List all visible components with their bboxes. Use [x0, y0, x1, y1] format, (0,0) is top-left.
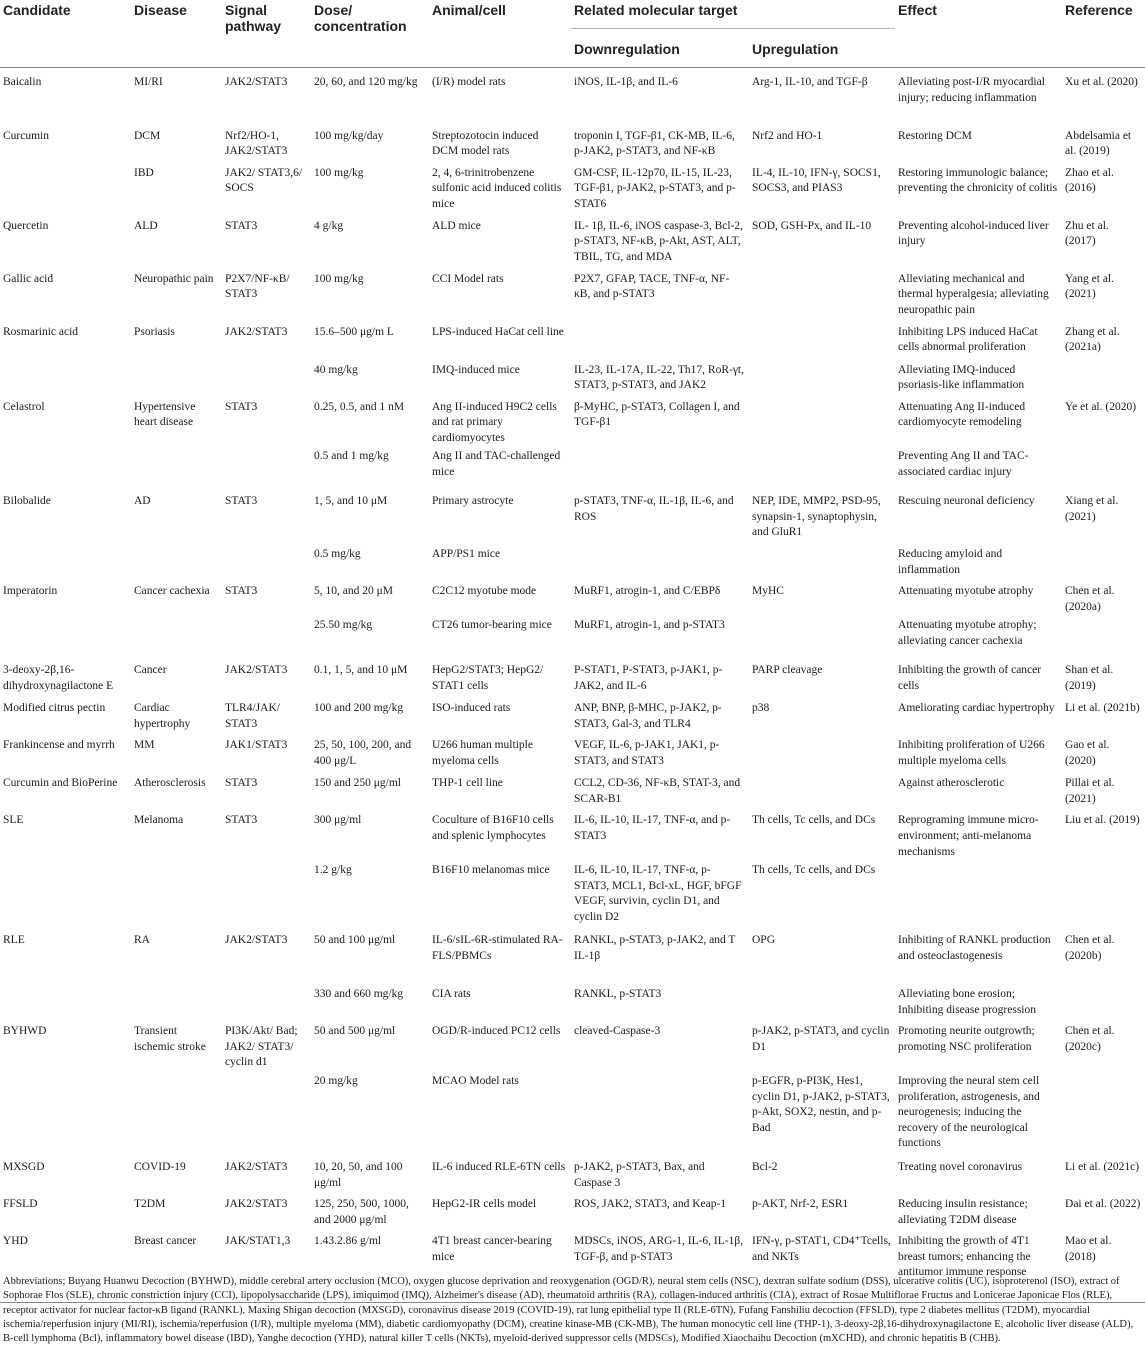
dose-cell: 100 and 200 mg/kg — [314, 702, 404, 715]
candidate-cell: YHD — [3, 1235, 28, 1248]
reference-cell: Yang et al. (2021) — [1065, 272, 1114, 301]
pathway-cell: STAT3 — [225, 495, 258, 508]
table-row — [0, 616, 1145, 661]
downregulation-cell — [571, 323, 749, 361]
candidate-cell: Curcumin and BioPerine — [3, 777, 118, 790]
upregulation-cell: p-JAK2, p-STAT3, and cyclin D1 — [752, 1025, 890, 1053]
dose-cell: 125, 250, 500, 1000, and 2000 μg/ml — [314, 1198, 409, 1226]
upregulation-cell — [749, 616, 895, 661]
downregulation-cell: β-MyHC, p-STAT3, Collagen I, and TGF-β1 — [574, 400, 740, 429]
dose-cell: 25, 50, 100, 200, and 400 μg/L — [314, 739, 412, 768]
disease-cell: Cancer cachexia — [134, 585, 210, 598]
upregulation-cell — [749, 774, 895, 811]
effect-cell: Attenuating myotube atrophy; alleviating cancer cachexia — [898, 619, 1037, 648]
disease-cell: Hypertensive heart disease — [134, 400, 196, 429]
pathway-cell — [222, 1072, 311, 1158]
dose-cell: 100 mg/kg — [314, 272, 364, 285]
candidate-cell — [0, 447, 131, 492]
table-row — [0, 361, 1145, 398]
candidate-cell — [0, 861, 131, 931]
effect-cell: Alleviating mechanical and thermal hyperalgesia; alleviating neuropathic pain — [898, 272, 1049, 316]
upregulation-cell: PARP cleavage — [752, 664, 823, 677]
effect-cell: Alleviating bone erosion; Inhibiting disease progression — [898, 988, 1036, 1016]
downregulation-cell: GM-CSF, IL-12p70, IL-15, IL-23, TGF-β1, p-JAK2, p-STAT3, and p-STAT6 — [574, 166, 736, 210]
effect-cell: Treating novel coronavirus — [898, 1161, 1023, 1174]
dose-cell: 25.50 mg/kg — [314, 619, 373, 632]
dose-cell: 100 mg/kg — [314, 166, 364, 179]
table-row — [0, 985, 1145, 1022]
effect-cell: Attenuating myotube atrophy — [898, 585, 1034, 598]
reference-cell: Mao et al. (2018) — [1065, 1235, 1112, 1263]
animal-cell: THP-1 cell line — [432, 777, 503, 790]
disease-cell: MM — [134, 739, 155, 752]
upregulation-cell: MyHC — [752, 585, 784, 598]
disease-cell: MI/RI — [134, 76, 163, 88]
reference-cell: Xu et al. (2020) — [1065, 76, 1138, 88]
dose-cell: 1.43.2.86 g/ml — [314, 1235, 382, 1248]
candidate-cell: Frankincense and myrrh — [3, 739, 115, 752]
table-row — [0, 861, 1145, 931]
animal-cell: IL-6/sIL-6R-stimulated RA-FLS/PBMCs — [432, 934, 563, 962]
table-row — [0, 1158, 1145, 1195]
header-animal-cell: Animal/cell — [432, 2, 506, 18]
pathway-cell — [222, 361, 311, 398]
animal-cell: HepG2-IR cells model — [432, 1198, 537, 1211]
pathway-cell: JAK2/STAT3 — [225, 934, 288, 947]
animal-cell: CCI Model rats — [432, 272, 504, 285]
disease-cell: COVID-19 — [134, 1161, 186, 1174]
downregulation-cell: p-STAT3, TNF-α, IL-1β, IL-6, and ROS — [574, 495, 734, 523]
candidate-cell: Imperatorin — [3, 585, 58, 598]
reference-cell — [1062, 985, 1145, 1022]
table-row — [0, 164, 1145, 217]
disease-cell: T2DM — [134, 1198, 166, 1211]
effect-cell: Preventing Ang II and TAC-associated cardiac injury — [898, 450, 1029, 478]
upregulation-cell: Arg-1, IL-10, and TGF-β — [752, 76, 868, 88]
effect-cell: Preventing alcohol-induced liver injury — [898, 219, 1049, 248]
pathway-cell: JAK2/STAT3 — [225, 664, 288, 677]
reference-cell — [1062, 545, 1145, 582]
downregulation-cell: ROS, JAK2, STAT3, and Keap-1 — [574, 1198, 727, 1211]
downregulation-cell: MDSCs, iNOS, ARG-1, IL-6, IL-1β, TGF-β, and p-STAT3 — [574, 1235, 744, 1263]
animal-cell: 4T1 breast cancer-bearing mice — [432, 1235, 552, 1263]
header-reference: Reference — [1065, 2, 1133, 18]
dose-cell: 0.1, 1, 5, and 10 μM — [314, 664, 408, 677]
dose-cell: 10, 20, 50, and 100 μg/ml — [314, 1161, 403, 1189]
effect-cell: Improving the neural stem cell proliferation, astrogenesis, and neurogenesis; inducing the recovery of the neurological functions — [898, 1075, 1040, 1150]
header-upregulation: Upregulation — [752, 41, 839, 57]
animal-cell: C2C12 myotube mode — [432, 585, 537, 598]
downregulation-cell — [571, 1072, 749, 1158]
pathway-cell: JAK1/STAT3 — [225, 739, 288, 752]
upregulation-cell — [749, 985, 895, 1022]
dose-cell: 0.5 and 1 mg/kg — [314, 450, 389, 463]
candidate-cell: Baicalin — [3, 76, 42, 88]
pathway-cell — [222, 985, 311, 1022]
disease-cell: Psoriasis — [134, 325, 175, 338]
downregulation-cell: iNOS, IL-1β, and IL-6 — [574, 76, 678, 88]
downregulation-cell — [571, 545, 749, 582]
dose-cell: 150 and 250 μg/ml — [314, 777, 401, 790]
animal-cell: U266 human multiple myeloma cells — [432, 739, 533, 768]
dose-cell: 100 mg/kg/day — [314, 129, 384, 142]
upregulation-cell — [749, 270, 895, 323]
dose-cell: 5, 10, and 20 μM — [314, 585, 393, 598]
downregulation-cell: P2X7, GFAP, TACE, TNF-α, NF-κB, and p-STAT3 — [574, 272, 730, 301]
animal-cell: APP/PS1 mice — [432, 548, 501, 561]
candidate-cell: SLE — [3, 814, 24, 827]
candidate-cell: Rosmarinic acid — [3, 325, 79, 338]
upregulation-cell — [749, 736, 895, 774]
header-signal-pathway: Signal pathway — [225, 2, 282, 34]
disease-cell: Transient ischemic stroke — [134, 1025, 206, 1053]
effect-cell: Inhibiting of RANKL production and osteoclastogenesis — [898, 934, 1051, 962]
candidate-cell: Modified citrus pectin — [3, 702, 106, 715]
pathway-cell: STAT3 — [225, 814, 258, 827]
candidate-cell: Curcumin — [3, 129, 49, 142]
table-row — [0, 736, 1145, 774]
animal-cell: IL-6 induced RLE-6TN cells — [432, 1161, 566, 1174]
upregulation-cell: IL-4, IL-10, IFN-γ, SOCS1, SOCS3, and PIAS3 — [752, 166, 881, 195]
animal-cell: Ang II-induced H9C2 cells and rat primary cardiomyocytes — [432, 400, 557, 444]
animal-cell: 2, 4, 6-trinitrobenzene sulfonic acid induced colitis mice — [432, 166, 562, 210]
effect-cell: Alleviating post-I/R myocardial injury; reducing inflammation — [898, 76, 1045, 104]
effect-cell: Inhibiting LPS induced HaCat cells abnormal proliferation — [898, 325, 1038, 354]
upregulation-cell: Bcl-2 — [752, 1161, 778, 1174]
disease-cell: Breast cancer — [134, 1235, 197, 1248]
table-row — [0, 774, 1145, 811]
pathway-cell: STAT3 — [225, 585, 258, 598]
downregulation-cell: MuRF1, atrogin-1, and p-STAT3 — [574, 619, 725, 632]
pathway-cell: JAK/STAT1,3 — [225, 1235, 291, 1248]
animal-cell: ISO-induced rats — [432, 702, 511, 715]
reference-cell: Chen et al. (2020a) — [1065, 585, 1115, 613]
downregulation-cell: P-STAT1, P-STAT3, p-JAK1, p-JAK2, and IL-6 — [574, 664, 723, 693]
animal-cell: MCAO Model rats — [432, 1075, 519, 1088]
table-row — [0, 217, 1145, 270]
upregulation-cell: Nrf2 and HO-1 — [752, 129, 823, 142]
upregulation-cell — [749, 361, 895, 398]
pathway-cell: PI3K/Akt/ Bad; JAK2/ STAT3/ cyclin d1 — [225, 1025, 298, 1069]
downregulation-cell: IL-6, IL-10, IL-17, TNF-α, and p-STAT3 — [574, 814, 731, 843]
candidate-cell: 3-deoxy-2β,16-dihydroxynagilactone E — [3, 664, 114, 693]
downregulation-cell: CCL2, CD-36, NF-κB, STAT-3, and SCAR-B1 — [574, 777, 741, 806]
animal-cell: CIA rats — [432, 988, 471, 1001]
upregulation-cell — [749, 323, 895, 361]
candidate-cell — [0, 985, 131, 1022]
pathway-cell: JAK2/STAT3 — [225, 1161, 288, 1174]
downregulation-cell: IL-6, IL-10, IL-17, TNF-α, p-STAT3, MCL1, Bcl-xL, HGF, bFGF VEGF, survivin, cyclin D1, and cyclin D2 — [574, 864, 742, 924]
downregulation-cell: ANP, BNP, β-MHC, p-JAK2, p-STAT3, Gal-3, and TLR4 — [574, 702, 722, 731]
downregulation-cell: p-JAK2, p-STAT3, Bax, and Caspase 3 — [574, 1161, 705, 1189]
table-row — [0, 1072, 1145, 1158]
pathway-cell — [222, 861, 311, 931]
table-row — [0, 398, 1145, 448]
table-row — [0, 545, 1145, 582]
pathway-cell: JAK2/STAT3 — [225, 325, 288, 338]
effect-cell: Rescuing neuronal deficiency — [898, 495, 1035, 508]
table-row — [0, 270, 1145, 323]
reference-cell: Zhang et al. (2021a) — [1065, 325, 1120, 354]
table-row — [0, 661, 1145, 699]
disease-cell: AD — [134, 495, 151, 508]
effect-cell: Attenuating Ang II-induced cardiomyocyte remodeling — [898, 400, 1026, 429]
reference-cell: Chen et al. (2020b) — [1065, 934, 1115, 962]
upregulation-cell: Th cells, Tc cells, and DCs — [752, 864, 876, 877]
candidate-cell — [0, 164, 131, 217]
dose-cell: 50 and 500 μg/ml — [314, 1025, 396, 1038]
header-related-target: Related molecular target — [571, 0, 895, 29]
pathway-cell: Nrf2/HO-1, JAK2/STAT3 — [225, 129, 288, 158]
animal-cell: B16F10 melanomas mice — [432, 864, 550, 877]
disease-cell: DCM — [134, 129, 161, 142]
animal-cell: HepG2/STAT3; HepG2/ STAT1 cells — [432, 664, 544, 693]
upregulation-cell: IFN-γ, p-STAT1, CD4⁺Tcells, and NKTs — [752, 1235, 891, 1263]
header-effect: Effect — [898, 2, 937, 18]
pathway-cell: P2X7/NF-κB/ STAT3 — [225, 272, 290, 301]
upregulation-cell — [749, 545, 895, 582]
reference-cell: Zhu et al. (2017) — [1065, 219, 1109, 248]
effect-cell — [895, 861, 1062, 931]
pathway-cell — [222, 545, 311, 582]
disease-cell: Cardiac hypertrophy — [134, 702, 191, 731]
downregulation-cell: RANKL, p-STAT3, p-JAK2, and T IL-1β — [574, 934, 736, 962]
effect-cell: Inhibiting the growth of 4T1 breast tumors; enhancing the antitumor immune response — [898, 1235, 1031, 1279]
reference-cell: Dai et al. (2022) — [1065, 1198, 1141, 1211]
disease-cell — [131, 361, 222, 398]
pathway-cell: JAK2/ STAT3,6/ SOCS — [225, 166, 303, 195]
table-row — [0, 811, 1145, 861]
candidate-cell — [0, 361, 131, 398]
reference-cell: Li et al. (2021b) — [1065, 702, 1140, 715]
reference-cell: Zhao et al. (2016) — [1065, 166, 1114, 195]
animal-cell: IMQ-induced mice — [432, 363, 520, 376]
disease-cell — [131, 447, 222, 492]
pathway-cell: JAK2/STAT3 — [225, 76, 288, 88]
dose-cell: 1, 5, and 10 μM — [314, 495, 388, 508]
dose-cell: 1.2 g/kg — [314, 864, 352, 877]
candidate-cell: BYHWD — [3, 1025, 47, 1038]
candidate-cell: RLE — [3, 934, 25, 947]
upregulation-cell — [749, 398, 895, 448]
dose-cell: 0.25, 0.5, and 1 nM — [314, 400, 405, 413]
effect-cell: Reducing amyloid and inflammation — [898, 548, 1003, 576]
table-row — [0, 68, 1145, 127]
header-downregulation: Downregulation — [574, 41, 680, 57]
animal-cell: (I/R) model rats — [432, 76, 506, 88]
candidate-cell: Bilobalide — [3, 495, 51, 508]
table-row — [0, 582, 1145, 616]
pathway-cell: STAT3 — [225, 400, 258, 413]
upregulation-cell: SOD, GSH-Px, and IL-10 — [752, 219, 872, 232]
downregulation-cell: troponin I, TGF-β1, CK-MB, IL-6, p-JAK2, p-STAT3, and NF-κB — [574, 129, 735, 158]
animal-cell: ALD mice — [432, 219, 481, 232]
candidate-cell — [0, 616, 131, 661]
upregulation-cell: OPG — [752, 934, 776, 947]
disease-cell — [131, 985, 222, 1022]
candidate-cell — [0, 1072, 131, 1158]
reference-cell: Gao et al. (2020) — [1065, 739, 1110, 768]
downregulation-cell: MuRF1, atrogin-1, and C/EBPδ — [574, 585, 721, 598]
downregulation-cell: RANKL, p-STAT3 — [574, 988, 662, 1001]
upregulation-cell: NEP, IDE, MMP2, PSD-95, synapsin-1, synaptophysin, and GluR1 — [752, 495, 881, 539]
table-row — [0, 699, 1145, 736]
reference-cell — [1062, 861, 1145, 931]
disease-cell — [131, 1072, 222, 1158]
effect-cell: Against atherosclerotic — [898, 777, 1005, 790]
header-row — [0, 0, 1145, 29]
effect-cell: Reprograming immune micro-environment; anti-melanoma mechanisms — [898, 814, 1039, 858]
dose-cell: 50 and 100 μg/ml — [314, 934, 396, 947]
dose-cell: 20, 60, and 120 mg/kg — [314, 76, 418, 88]
reference-cell: Chen et al. (2020c) — [1065, 1025, 1115, 1053]
dose-cell: 40 mg/kg — [314, 363, 358, 376]
candidate-cell — [0, 545, 131, 582]
animal-cell: CT26 tumor-bearing mice — [432, 619, 552, 632]
disease-cell: Neuropathic pain — [134, 272, 214, 285]
table-row — [0, 1022, 1145, 1072]
table-row — [0, 1195, 1145, 1232]
reference-cell — [1062, 1072, 1145, 1158]
reference-cell: Ye et al. (2020) — [1065, 400, 1137, 413]
effect-cell: Ameliorating cardiac hypertrophy — [898, 702, 1055, 715]
dose-cell: 4 g/kg — [314, 219, 344, 232]
table-row — [0, 447, 1145, 492]
effect-cell: Alleviating IMQ-induced psoriasis-like inflammation — [898, 363, 1025, 392]
upregulation-cell: Th cells, Tc cells, and DCs — [752, 814, 876, 827]
upregulation-cell — [749, 447, 895, 492]
table-row — [0, 127, 1145, 164]
dose-cell: 15.6–500 μg/m L — [314, 325, 394, 338]
effect-cell: Restoring immunologic balance; preventing the chronicity of colitis — [898, 166, 1058, 195]
candidate-cell: Celastrol — [3, 400, 45, 413]
dose-cell: 20 mg/kg — [314, 1075, 358, 1088]
reference-cell: Abdelsamia et al. (2019) — [1065, 129, 1132, 158]
downregulation-cell: IL-23, IL-17A, IL-22, Th17, RoR-γt, STAT3, p-STAT3, and JAK2 — [574, 363, 744, 392]
disease-cell: Cancer — [134, 664, 167, 677]
effect-cell: Reducing insulin resistance; alleviating T2DM disease — [898, 1198, 1028, 1226]
downregulation-cell — [571, 447, 749, 492]
pathway-cell: TLR4/JAK/ STAT3 — [225, 702, 280, 731]
disease-cell: Atherosclerosis — [134, 777, 206, 790]
reference-cell: Li et al. (2021c) — [1065, 1161, 1140, 1174]
table-row — [0, 931, 1145, 985]
upregulation-cell: p-AKT, Nrf-2, ESR1 — [752, 1198, 849, 1211]
pathway-cell — [222, 616, 311, 661]
animal-cell: LPS-induced HaCat cell line — [432, 325, 564, 338]
downregulation-cell: IL- 1β, IL-6, iNOS caspase-3, Bcl-2, p-STAT3, NF-κB, p-Akt, AST, ALT, TBIL, TG, and MDA — [574, 219, 744, 263]
dose-cell: 0.5 mg/kg — [314, 548, 361, 561]
candidate-cell: FFSLD — [3, 1198, 38, 1211]
candidate-cell: Quercetin — [3, 219, 49, 232]
effect-cell: Inhibiting the growth of cancer cells — [898, 664, 1042, 693]
reference-cell: Xiang et al. (2021) — [1065, 495, 1119, 523]
downregulation-cell: cleaved-Caspase-3 — [574, 1025, 661, 1038]
reference-cell — [1062, 447, 1145, 492]
pathway-cell: STAT3 — [225, 219, 258, 232]
header-candidate: Candidate — [3, 2, 71, 18]
header-disease: Disease — [134, 2, 187, 18]
upregulation-cell: p-EGFR, p-PI3K, Hes1, cyclin D1, p-JAK2, p-STAT3, p-Akt, SOX2, nestin, and p-Bad — [752, 1075, 890, 1134]
table-body — [0, 68, 1145, 1303]
candidate-cell: Gallic acid — [3, 272, 54, 285]
dose-cell: 300 μg/ml — [314, 814, 362, 827]
animal-cell: Coculture of B16F10 cells and splenic lymphocytes — [432, 814, 554, 843]
effect-cell: Restoring DCM — [898, 129, 972, 142]
dose-cell: 330 and 660 mg/kg — [314, 988, 404, 1001]
disease-cell: Melanoma — [134, 814, 184, 827]
reference-cell: Shan et al. (2019) — [1065, 664, 1114, 693]
disease-cell — [131, 861, 222, 931]
disease-cell: ALD — [134, 219, 158, 232]
reference-cell — [1062, 361, 1145, 398]
disease-cell: RA — [134, 934, 150, 947]
animal-cell: Ang II and TAC-challenged mice — [432, 450, 561, 478]
candidate-cell: MXSGD — [3, 1161, 45, 1174]
effect-cell: Inhibiting proliferation of U266 multiple myeloma cells — [898, 739, 1045, 768]
abbreviations-footnote: Abbreviations; Buyang Huanwu Decoction (BYHWD), middle cerebral artery occlusion (MCO), oxygen glucose deprivation and reoxygenation (OGD/R), neural stem cells (NSC), dextran sulfate sodium (DSS), ulcerative colitis (UC), isoproterenol (ISO), extract of Sophorae Flos (SLE), chronic constriction injury (CCI), lipopolysaccharide (LPS), imiquimod (IMQ), Alzheimer's disease (AD), rheumatoid arthritis (RA), collagen-induced arthritis (CIA), extract of Rosae Multiflorae Fructus and Lonicerae Japonicae Flos (RLE), receptor activator for nuclear factor-κB ligand (RANKL), Maxing Shigan decoction (MXSGD), coronavirus disease 2019 (COVID-19), rat lung epithelial type II (RLE-6TN), Fufang Fanshiliu decoction (FFSLD), type 2 diabetes mellitus (T2DM), myocardial ischemia/reperfusion injury (MI/RI), ischemia/reperfusion (I/R), multiple myeloma (MM), diabetic cardiomyopathy (DCM), creatine kinase-MB (CK-MB), The human monocytic cell line (THP-1), 3-deoxy-2β,16-dihydroxynagilactone E, alcoholic liver disease (ALD), B-cell lymphoma (Bcl), inflammatory bowel disease (IBD), Yanghe decoction (YHD), natural killer T cells (NKTs), myeloid-derived suppressor cells (MDSCs), Modified Xiaochaihu Decoction (mXCHD), and chronic hepatitis B (CHB). — [3, 1276, 1134, 1345]
upregulation-cell: p38 — [752, 702, 770, 715]
reference-cell: Pillai et al. (2021) — [1065, 777, 1115, 806]
reference-cell: Liu et al. (2019) — [1065, 814, 1140, 827]
reference-cell — [1062, 616, 1145, 661]
header-dose: Dose/ concentration — [314, 2, 407, 34]
pathway-cell: STAT3 — [225, 777, 258, 790]
table-row — [0, 492, 1145, 545]
animal-cell: OGD/R-induced PC12 cells — [432, 1025, 561, 1038]
pathway-cell — [222, 447, 311, 492]
downregulation-cell: VEGF, IL-6, p-JAK1, JAK1, p-STAT3, and STAT3 — [574, 739, 720, 768]
animal-cell: Primary astrocyte — [432, 495, 514, 508]
effect-cell: Promoting neurite outgrowth; promoting NSC proliferation — [898, 1025, 1035, 1053]
disease-cell: IBD — [134, 166, 154, 179]
animal-cell: Streptozotocin induced DCM model rats — [432, 129, 539, 158]
disease-cell — [131, 545, 222, 582]
disease-cell — [131, 616, 222, 661]
pathway-cell: JAK2/STAT3 — [225, 1198, 288, 1211]
table-row — [0, 323, 1145, 361]
